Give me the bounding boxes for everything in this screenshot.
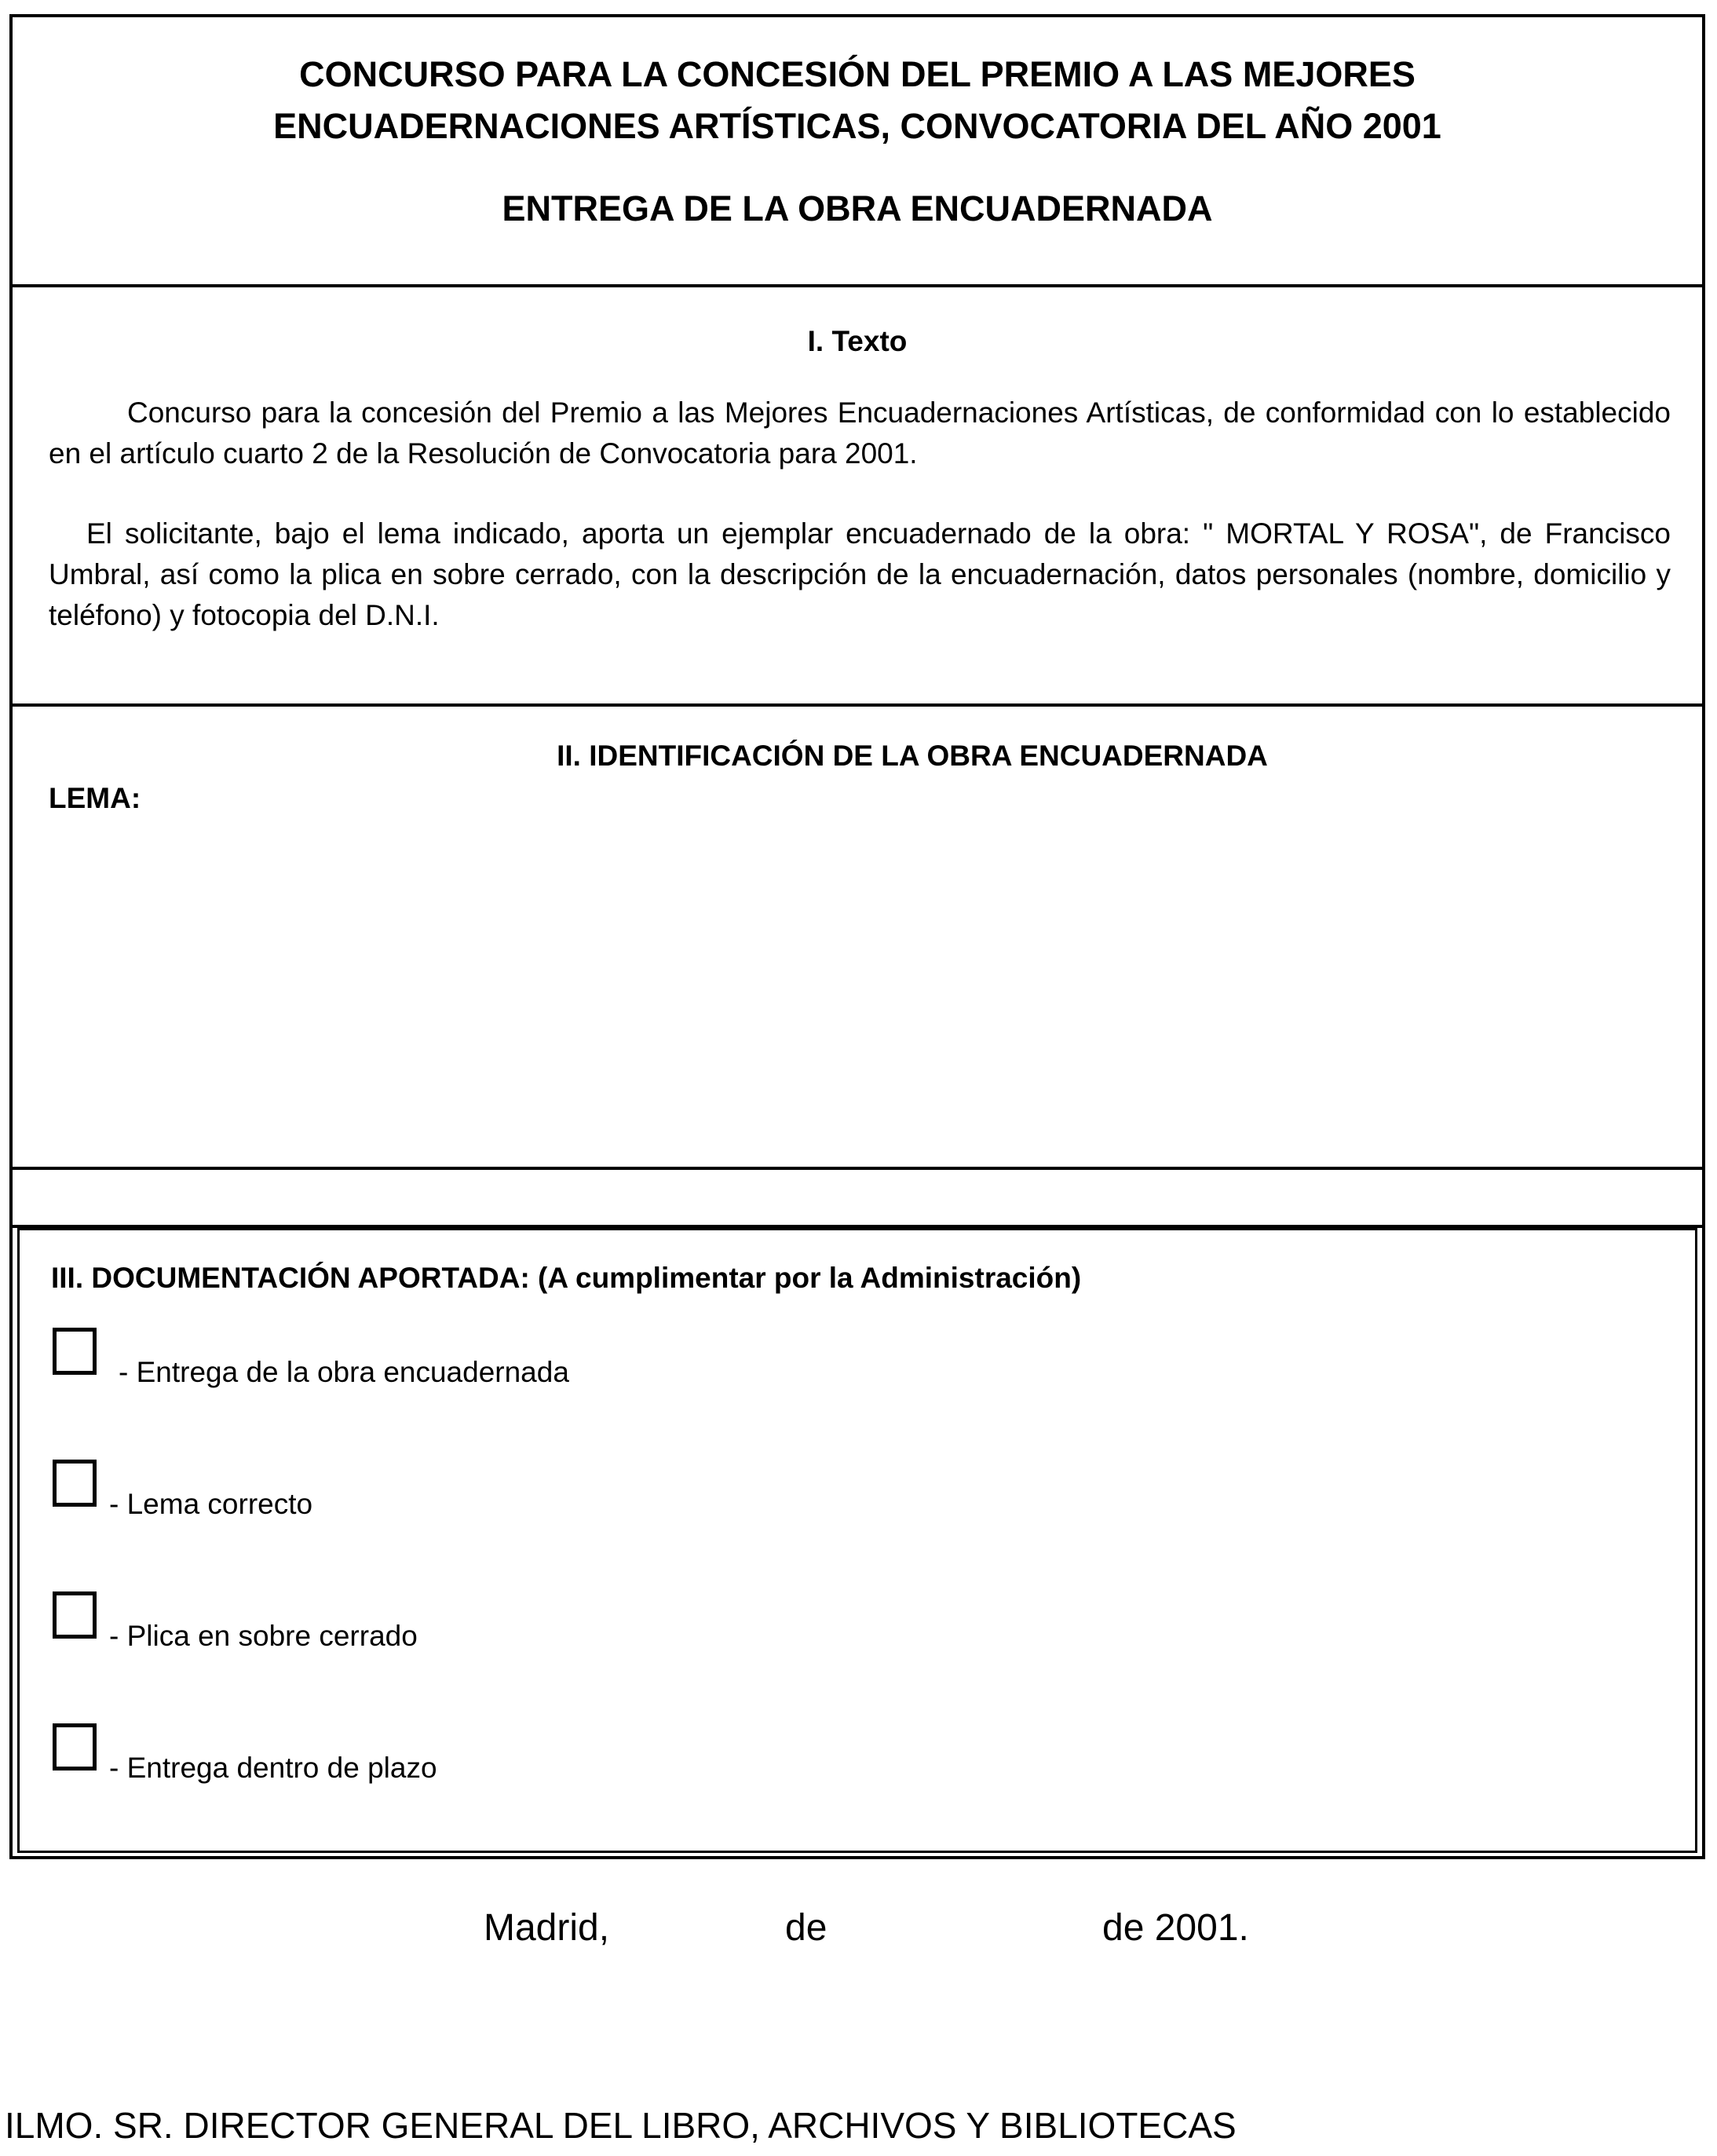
form-title-line-2: ENCUADERNACIONES ARTÍSTICAS, CONVOCATORIA DEL AÑO 2001 (273, 106, 1441, 146)
check-label: - Lema correcto (109, 1488, 313, 1520)
check-label: - Plica en sobre cerrado (109, 1620, 418, 1652)
form-header (13, 17, 1702, 287)
check-label: - Entrega de la obra encuadernada (119, 1356, 569, 1388)
form-subtitle: ENTREGA DE LA OBRA ENCUADERNADA (502, 188, 1213, 228)
date-de-label: de (785, 1907, 827, 1949)
section-texto (13, 287, 1702, 707)
date-city: Madrid, (484, 1907, 610, 1949)
recipient-line: ILMO. SR. DIRECTOR GENERAL DEL LIBRO, ARCHIVOS Y BIBLIOTECAS (5, 2105, 1237, 2146)
checkbox[interactable] (53, 1328, 97, 1375)
texto-paragraph-2: El solicitante, bajo el lema indicado, aporta un ejemplar encuadernado de la obra: " MORTAL Y ROSA", de Francisco Umbral, así como la plica en sobre cerrado, con la descripción de la encuadernación, datos personales (nombre, domicilio y teléfono) y fotocopia del D.N.I. (49, 517, 1671, 631)
section-documentacion (17, 1228, 1697, 1853)
lema-label: LEMA: (49, 782, 141, 814)
form-title-line-1: CONCURSO PARA LA CONCESIÓN DEL PREMIO A LAS MEJORES (299, 54, 1416, 94)
section-identificacion-title: II. IDENTIFICACIÓN DE LA OBRA ENCUADERNADA (557, 740, 1268, 772)
section-documentacion-title: III. DOCUMENTACIÓN APORTADA: (A cumplimentar por la Administración) (51, 1262, 1082, 1294)
checkbox[interactable] (53, 1591, 97, 1639)
section-identificacion (13, 707, 1702, 1170)
checkbox[interactable] (53, 1460, 97, 1507)
section-texto-title: I. Texto (807, 325, 908, 357)
blank-row (13, 1170, 1702, 1228)
date-year: de 2001. (1102, 1907, 1249, 1949)
check-label: - Entrega dentro de plazo (109, 1752, 437, 1784)
form-title (13, 49, 1702, 152)
texto-paragraph-1: Concurso para la concesión del Premio a las Mejores Encuadernaciones Artísticas, de conformidad con lo establecido en el artículo cuarto 2 de la Resolución de Convocatoria para 2001. (49, 396, 1671, 470)
application-form (9, 14, 1705, 1859)
checkbox[interactable] (53, 1723, 97, 1770)
